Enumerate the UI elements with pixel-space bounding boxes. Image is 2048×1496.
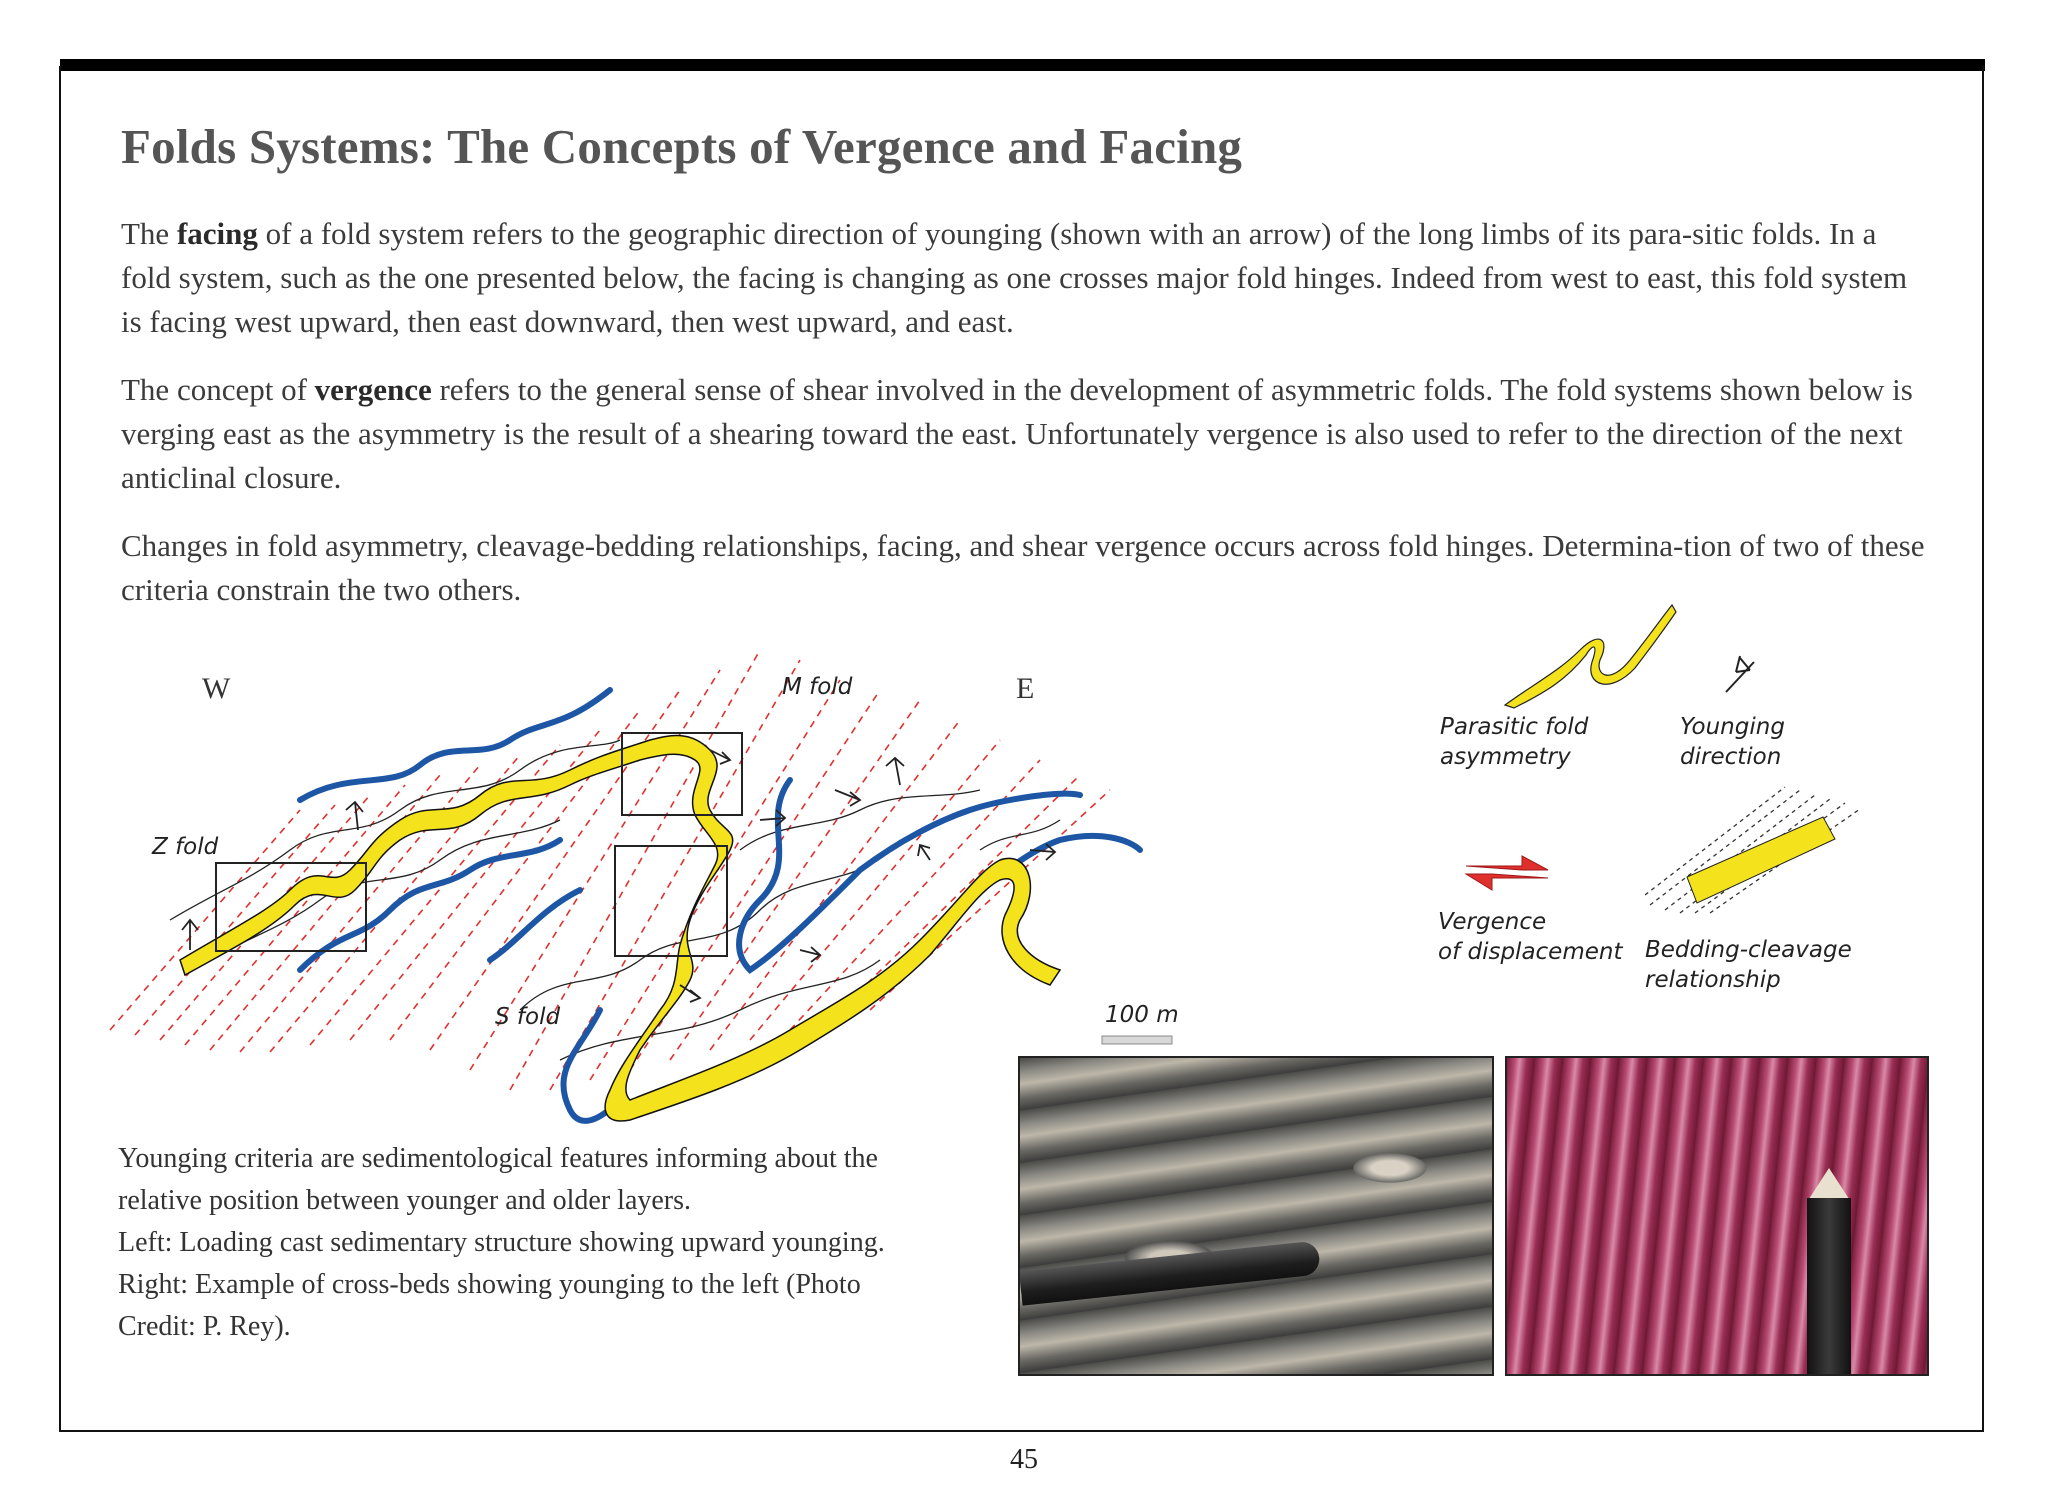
legend-parasitic-line2: asymmetry <box>1440 744 1571 770</box>
page-number: 45 <box>1010 1444 1038 1475</box>
legend-bedding-line1: Bedding-cleavage <box>1645 937 1852 963</box>
m-fold-label: M fold <box>782 674 853 700</box>
bedding-cleavage-icon <box>1645 785 1865 915</box>
pencil-tip <box>1807 1168 1851 1202</box>
caption-line: Credit: P. Rey). <box>118 1311 291 1342</box>
younging-arrow-icon <box>1720 652 1760 696</box>
scale-label: 100 m <box>1105 1002 1179 1028</box>
legend-younging-line2: direction <box>1680 744 1782 770</box>
legend-younging-line1: Younging <box>1680 714 1785 740</box>
term-vergence: vergence <box>314 372 432 407</box>
west-label: W <box>202 672 231 705</box>
paragraph-facing <box>121 212 1926 344</box>
photo-caption <box>118 1138 998 1348</box>
east-label: E <box>1016 672 1035 705</box>
paragraph-changes: Changes in fold asymmetry, cleavage-bedding relationships, facing, and shear vergence occurs across fold hinges. Determina-tion of two of these criteria constrain the two others. <box>121 528 1925 607</box>
s-fold-label: S fold <box>495 1004 561 1030</box>
pen-scale <box>1019 1240 1321 1305</box>
legend-vergence-line2: of displacement <box>1438 939 1623 965</box>
legend-parasitic-line1: Parasitic fold <box>1440 714 1589 740</box>
legend-vergence-line1: Vergence <box>1438 909 1547 935</box>
pencil-scale <box>1807 1198 1851 1376</box>
cross-beds-photo <box>1505 1056 1929 1376</box>
z-fold-label: Z fold <box>152 834 219 860</box>
caption-line: Left: Loading cast sedimentary structure showing upward younging. <box>118 1227 885 1258</box>
scale-bar <box>1102 1036 1172 1044</box>
page-title: Folds Systems: The Concepts of Vergence and Facing <box>121 119 1243 174</box>
legend-bedding-line2: relationship <box>1645 967 1781 993</box>
paragraph-facing-pre: The <box>121 216 177 251</box>
caption-line: relative position between younger and older layers. <box>118 1185 692 1216</box>
paragraph-vergence-body: refers to the general sense of shear involved in the development of asymmetric folds. The fold systems shown below is verging east as the asymmetry is the result of a shearing toward the east. Unfortunately vergence is also used to refer to the direction of the next anticlinal closure. <box>121 372 1913 495</box>
paragraph-facing-body: of a fold system refers to the geographic direction of younging (shown with an arrow) of the long limbs of its para-sitic folds. In a fold system, such as the one presented below, the facing is changing as one crosses major fold hinges. Indeed from west to east, this fold system is facing west upward, then east downward, then west upward, and east. <box>121 216 1908 339</box>
vergence-arrows-icon <box>1462 848 1552 898</box>
paragraph-vergence-pre: The concept of <box>121 372 315 407</box>
parasitic-fold-icon <box>1500 600 1680 710</box>
term-facing: facing <box>176 216 258 251</box>
caption-line: Younging criteria are sedimentological features informing about the <box>118 1143 878 1174</box>
paragraph-vergence <box>121 368 1926 500</box>
s-fold-box <box>615 846 727 956</box>
load-cast-photo <box>1018 1056 1494 1376</box>
fold-system-diagram <box>100 590 1220 1130</box>
caption-line: Right: Example of cross-beds showing younging to the left (Photo <box>118 1269 861 1300</box>
